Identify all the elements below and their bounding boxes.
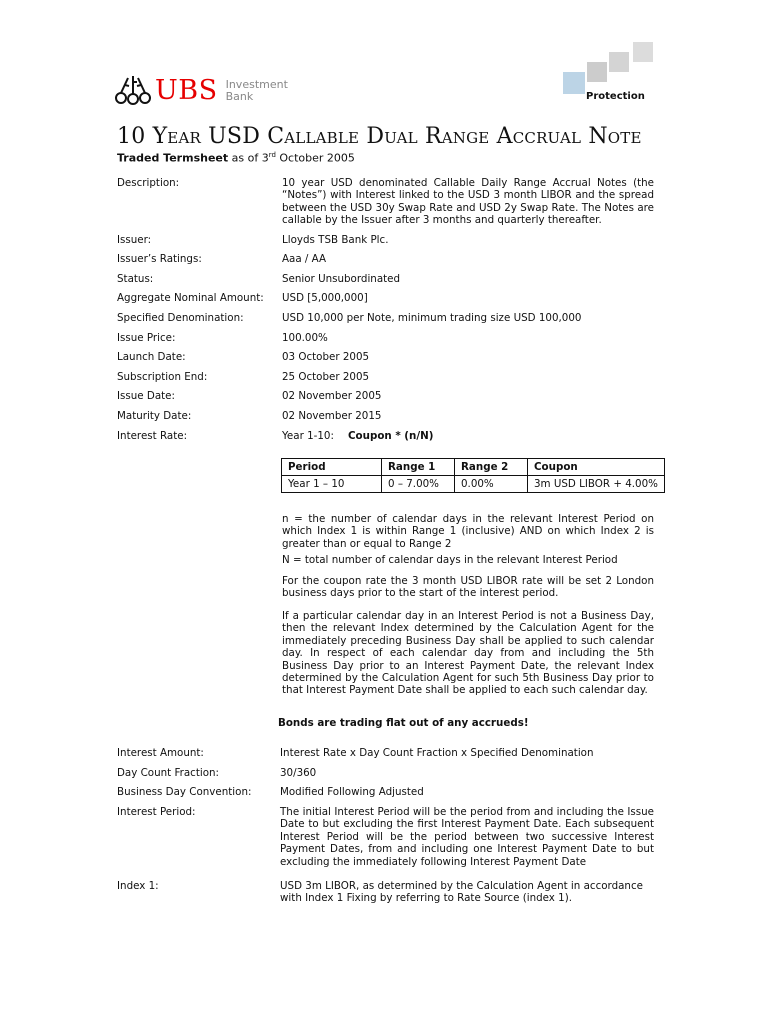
table-row — [282, 476, 665, 493]
table-header-period: Period — [282, 459, 382, 476]
issuer-value: Lloyds TSB Bank Plc. — [282, 234, 389, 246]
table-header-range2: Range 2 — [455, 459, 528, 476]
subtitle-sup: rd — [268, 151, 276, 159]
day-count-label: Day Count Fraction: — [117, 767, 220, 779]
business-day-rule-note: If a particular calendar day in an Interest Period is not a Business Day, then the relevant Index determined by the Calculation Agent for the immediately preceding Business Day shall be applied to such calendar day. In respect of each calendar day from and including the 5th Business Day prior to an Interest Payment Date, the relevant Index determined by the Calculation Agent for such 5th Business Day prior to that Interest Payment Date shall be applied to each such calendar day. — [282, 610, 654, 697]
square-3 — [609, 52, 629, 72]
issuer-label: Issuer: — [117, 234, 152, 246]
ratings-value: Aaa / AA — [282, 253, 327, 265]
subtitle-bold: Traded Termsheet — [117, 151, 229, 165]
square-2 — [587, 62, 607, 82]
denomination-value: USD 10,000 per Note, minimum trading size USD 100,000 — [282, 312, 582, 324]
interest-period-label: Interest Period: — [117, 806, 196, 818]
aggregate-value: USD [5,000,000] — [282, 292, 368, 304]
flat-trading-notice: Bonds are trading flat out of any accrueds! — [278, 717, 529, 729]
logo-subtitle — [226, 79, 288, 103]
page-title: 10 Year USD Callable Dual Range Accrual Note — [117, 124, 642, 149]
coupon-fixing-note: For the coupon rate the 3 month USD LIBOR rate will be set 2 London business days prior to the start of the interest period. — [282, 575, 654, 600]
maturity-date-value: 02 November 2015 — [282, 410, 382, 422]
table-header-range1: Range 1 — [382, 459, 455, 476]
bdc-label: Business Day Convention: — [117, 786, 252, 798]
status-label: Status: — [117, 273, 154, 285]
issue-date-value: 02 November 2005 — [282, 390, 382, 402]
table-cell-period: Year 1 – 10 — [282, 476, 382, 493]
table-header-row — [282, 459, 665, 476]
aggregate-label: Aggregate Nominal Amount: — [117, 292, 264, 304]
index1-label: Index 1: — [117, 880, 159, 892]
maturity-date-label: Maturity Date: — [117, 410, 192, 422]
logo-wordmark: UBS — [155, 74, 218, 106]
table-cell-range1: 0 – 7.00% — [382, 476, 455, 493]
page-subtitle — [117, 151, 355, 165]
interest-rate-label: Interest Rate: — [117, 430, 188, 442]
launch-date-label: Launch Date: — [117, 351, 186, 363]
launch-date-value: 03 October 2005 — [282, 351, 370, 363]
index1-value: USD 3m LIBOR, as determined by the Calculation Agent in accordance with Index 1 Fixing by referring to Rate Source (index 1). — [280, 880, 643, 905]
interest-amount-label: Interest Amount: — [117, 747, 204, 759]
division-label: Protection — [586, 91, 645, 102]
denomination-label: Specified Denomination: — [117, 312, 244, 324]
subtitle-post: October 2005 — [275, 151, 355, 165]
subscription-end-value: 25 October 2005 — [282, 371, 370, 383]
issue-price-label: Issue Price: — [117, 332, 176, 344]
status-value: Senior Unsubordinated — [282, 273, 401, 285]
logo-subtitle-line1: Investment — [225, 78, 288, 91]
issue-price-value: 100.00% — [282, 332, 328, 344]
table-cell-coupon: 3m USD LIBOR + 4.00% — [528, 476, 665, 493]
subscription-end-label: Subscription End: — [117, 371, 208, 383]
three-keys-icon — [114, 74, 152, 106]
subtitle-pre: as of 3 — [228, 151, 269, 165]
square-4 — [633, 42, 653, 62]
table-cell-range2: 0.00% — [455, 476, 528, 493]
table-header-coupon: Coupon — [528, 459, 665, 476]
n-definition: n = the number of calendar days in the relevant Interest Period on which Index 1 is within Range 1 (inclusive) AND on which Index 2 is greater than or equal to Range 2 — [282, 513, 654, 550]
issue-date-label: Issue Date: — [117, 390, 175, 402]
interest-amount-value: Interest Rate x Day Count Fraction x Specified Denomination — [280, 747, 594, 759]
day-count-value: 30/360 — [280, 767, 317, 779]
logo-subtitle-line2: Bank — [225, 90, 254, 103]
interest-rate-formula: Coupon * (n/N) — [348, 430, 434, 442]
square-1 — [563, 72, 585, 94]
interest-period-value: The initial Interest Period will be the period from and including the Issue Date to but excluding the first Interest Payment Date. Each subsequent Interest Period will be the period between two successive Interest Payment Dates, from and including one Interest Payment Date to but excluding the immediately following Interest Payment Date — [280, 806, 654, 868]
N-definition: N = total number of calendar days in the relevant Interest Period — [282, 554, 618, 566]
description-label: Description: — [117, 177, 180, 189]
description-value: 10 year USD denominated Callable Daily Range Accrual Notes (the “Notes”) with Interest linked to the USD 3 month LIBOR and the spread between the USD 30y Swap Rate and USD 2y Swap Rate. The Notes are callable by the Issuer after 3 months and quarterly thereafter. — [282, 177, 654, 227]
bdc-value: Modified Following Adjusted — [280, 786, 424, 798]
ratings-label: Issuer’s Ratings: — [117, 253, 202, 265]
decorative-squares — [563, 40, 658, 98]
rate-table — [281, 458, 665, 493]
interest-rate-years: Year 1-10: — [282, 430, 334, 442]
ubs-logo — [114, 74, 288, 106]
